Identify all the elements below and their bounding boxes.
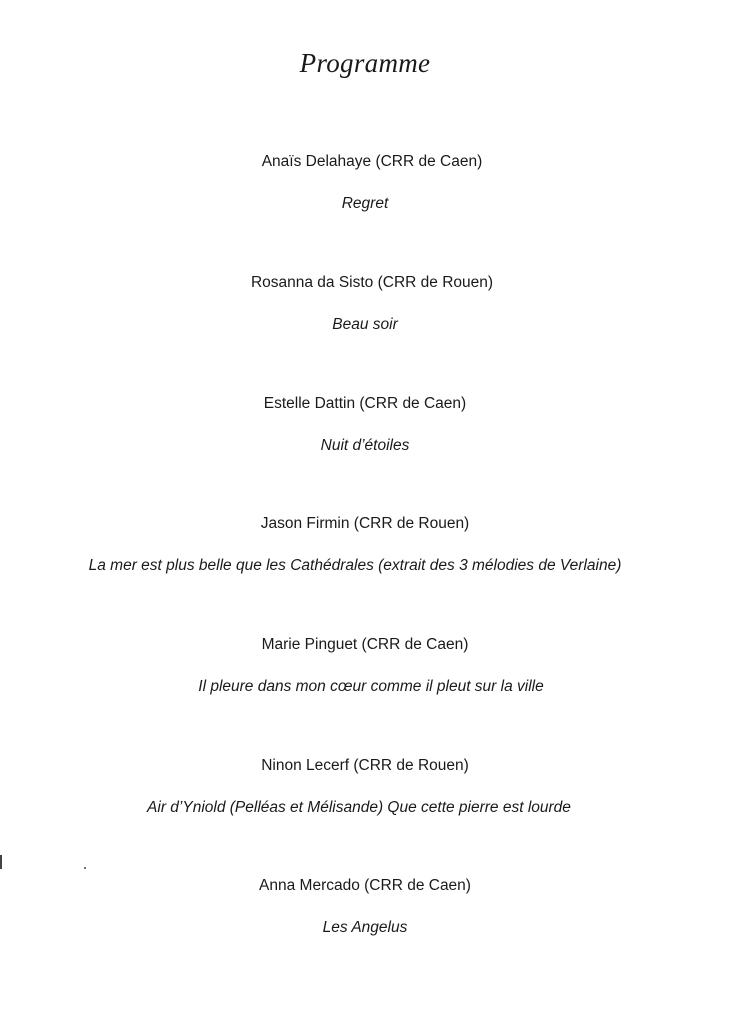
piece-title: Regret: [341, 195, 389, 212]
performer-name: Rosanna da Sisto (CRR de Rouen): [250, 274, 494, 291]
piece-title: Nuit d’étoiles: [320, 437, 410, 454]
piece-title: Les Angelus: [322, 919, 408, 936]
programme-entry: [0, 635, 730, 697]
scan-artifact: [0, 855, 2, 869]
programme-entry: [0, 876, 730, 938]
performer-name: Jason Firmin (CRR de Rouen): [260, 515, 470, 532]
page-title: Programme: [299, 48, 431, 78]
performer-name: Estelle Dattin (CRR de Caen): [263, 395, 467, 412]
programme-entry: [0, 273, 730, 335]
performer-name: Ninon Lecerf (CRR de Rouen): [261, 757, 469, 774]
piece-title: Il pleure dans mon cœur comme il pleut sur la ville: [198, 678, 544, 695]
programme-entry: [0, 756, 730, 818]
performer-name: Anaïs Delahaye (CRR de Caen): [261, 153, 483, 170]
scan-artifact: [84, 867, 86, 869]
performer-name: Anna Mercado (CRR de Caen): [259, 877, 471, 894]
piece-title: La mer est plus belle que les Cathédrales (extrait des 3 mélodies de Verlaine): [88, 557, 622, 574]
piece-title: Air d’Yniold (Pelléas et Mélisande) Que cette pierre est lourde: [147, 799, 571, 816]
programme-entry: [0, 152, 730, 214]
performer-name: Marie Pinguet (CRR de Caen): [261, 636, 469, 653]
programme-entry: [0, 514, 730, 576]
piece-title: Beau soir: [332, 316, 398, 333]
programme-entry: [0, 394, 730, 456]
